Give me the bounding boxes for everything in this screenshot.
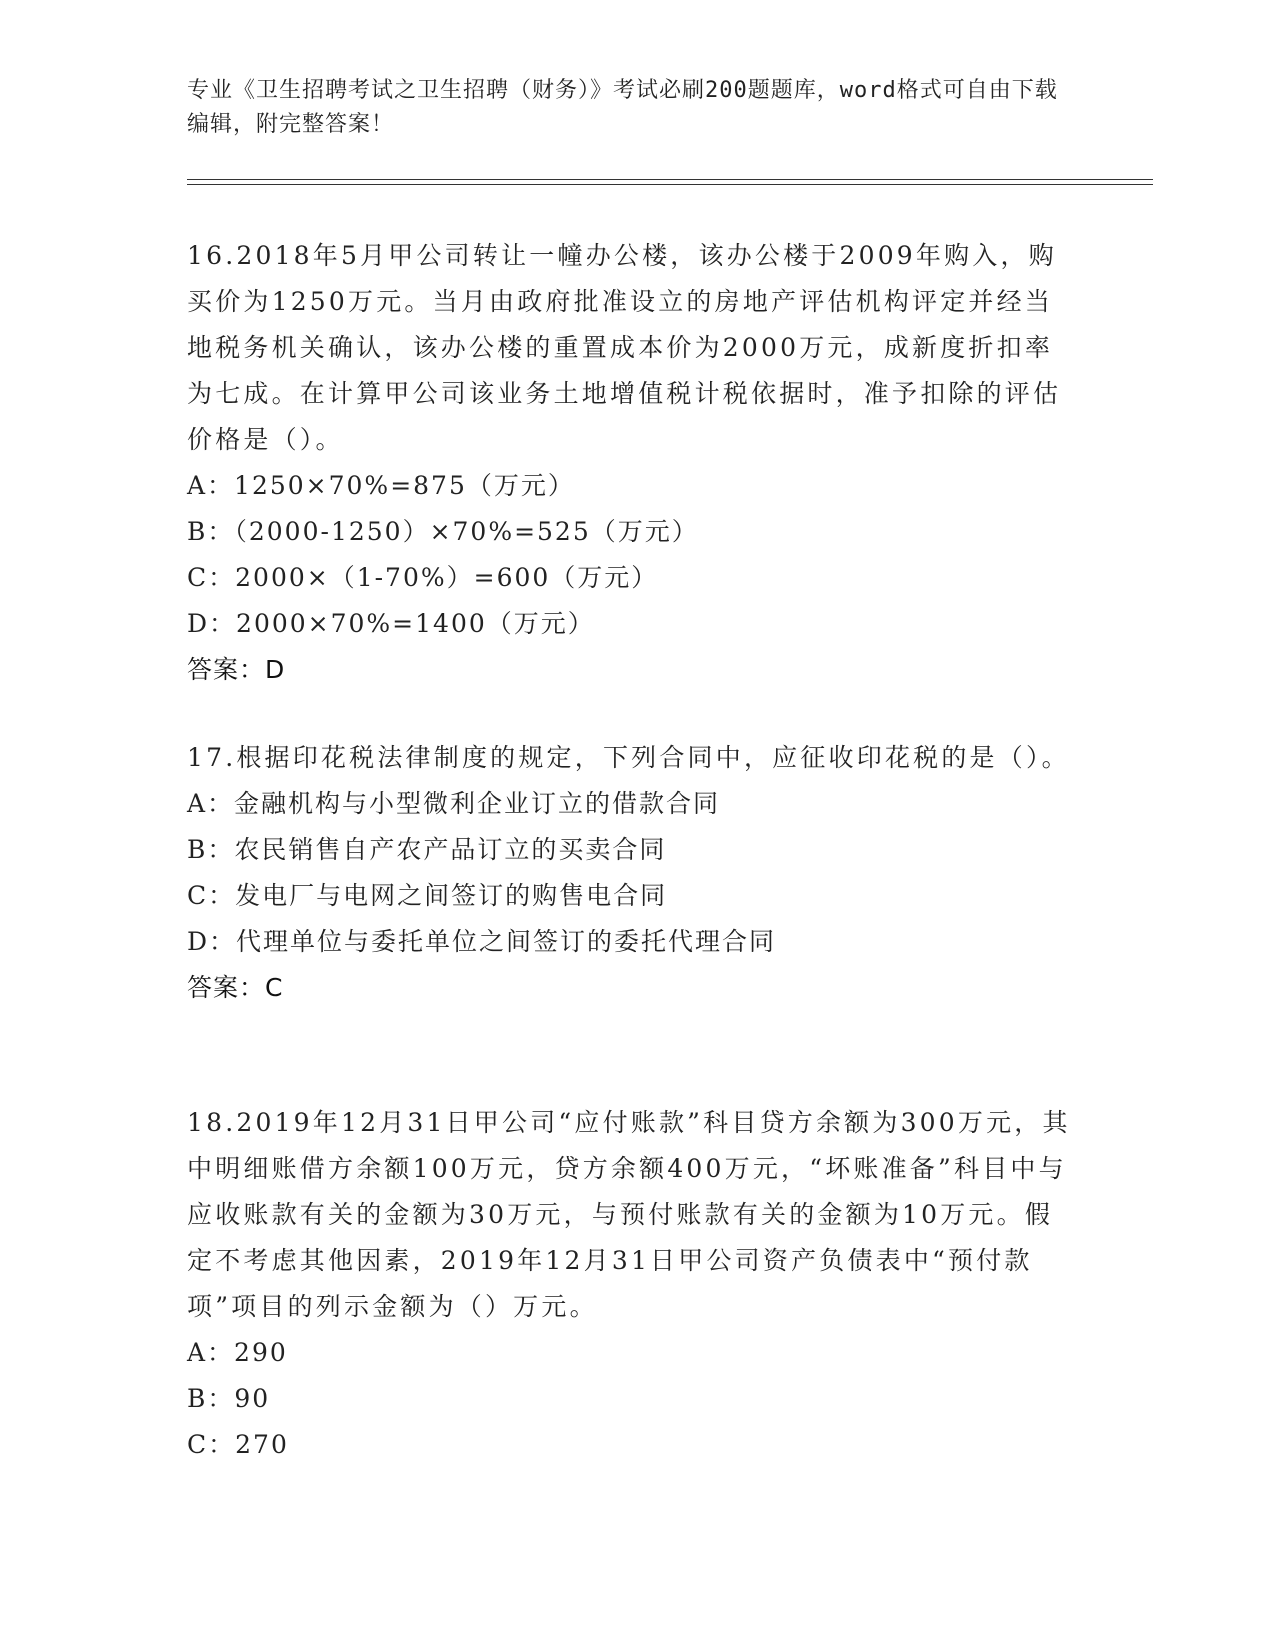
document-header: 专业《卫生招聘考试之卫生招聘（财务）》考试必刷200题题库，word格式可自由下载编辑，附完整答案！ xyxy=(187,78,1058,137)
option-d: D：代理单位与委托单位之间签订的委托代理合同 xyxy=(187,927,777,956)
option-a: A：290 xyxy=(187,1338,288,1367)
question-17 xyxy=(187,735,1072,1011)
answer-label: 答案：D xyxy=(187,655,286,684)
question-stem: 18.2019年12月31日甲公司“应付账款”科目贷方余额为300万元，其中明细账借方余额100万元，贷方余额400万元，“坏账准备”科目中与应收账款有关的金额为30万元，与预付账款有关的金额为10万元。假定不考虑其他因素，2019年12月31日甲公司资产负债表中“预付款项”项目的列示金额为（）万元。 xyxy=(187,1108,1071,1321)
option-a: A：1250×70%=875（万元） xyxy=(187,471,575,500)
question-stem: 16.2018年5月甲公司转让一幢办公楼，该办公楼于2009年购入，购买价为1250万元。当月由政府批准设立的房地产评估机构评定并经当地税务机关确认，该办公楼的重置成本价为2000万元，成新度折扣率为七成。在计算甲公司该业务土地增值税计税依据时，准予扣除的评估价格是（）。 xyxy=(187,241,1062,454)
option-b: B：（2000-1250）×70%=525（万元） xyxy=(187,517,699,546)
option-a: A：金融机构与小型微利企业订立的借款合同 xyxy=(187,789,721,818)
option-d: D：2000×70%=1400（万元） xyxy=(187,609,595,638)
question-16 xyxy=(187,233,1072,693)
option-b: B：90 xyxy=(187,1384,271,1413)
option-c: C：270 xyxy=(187,1430,289,1459)
question-stem: 17.根据印花税法律制度的规定，下列合同中，应征收印花税的是（）。 xyxy=(187,743,1070,772)
answer-label: 答案：C xyxy=(187,973,284,1002)
question-18 xyxy=(187,1100,1072,1468)
header-divider-top xyxy=(187,179,1153,180)
header-divider-bottom xyxy=(187,184,1153,185)
option-c: C：发电厂与电网之间签订的购售电合同 xyxy=(187,881,668,910)
option-c: C：2000×（1-70%）=600（万元） xyxy=(187,563,659,592)
option-b: B：农民销售自产农产品订立的买卖合同 xyxy=(187,835,667,864)
